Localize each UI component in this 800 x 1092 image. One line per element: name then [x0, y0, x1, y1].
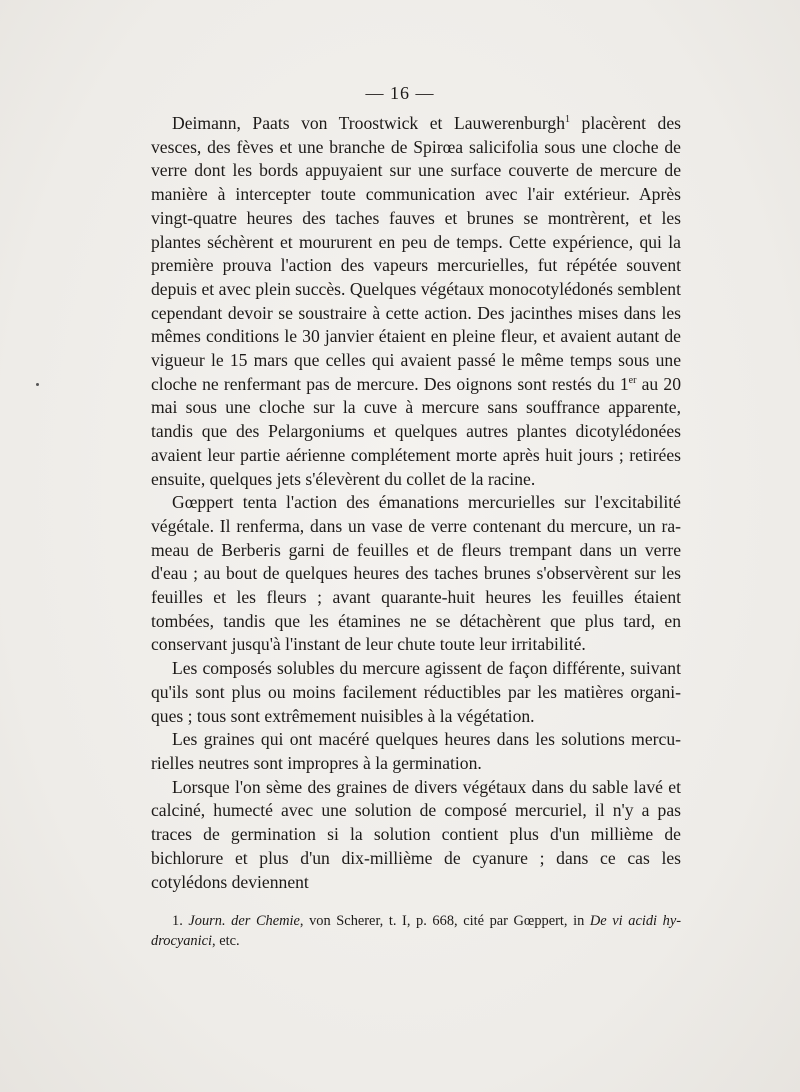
footnote-end: , etc. — [212, 933, 240, 949]
paragraph-3: Les composés solubles du mercure agissent de façon différente, suivant qu'ils sont plus ou moins facilement réductibles par les matières organiques ; tous sont extrêmement nuisibles à la végétation. — [151, 658, 681, 726]
paragraph-1-middle: placèrent des vesces, des fèves et une branche de Spirœa salicifolia sous une cloche de verre dont les bords appuyaient sur une surface couverte de mercure de manière à intercepter toute communication avec l'air extérieur. Après vingt-quatre heures des taches fauves et brunes se montrèrent, et les plantes séchèrent et moururent en peu de temps. Cette expérience, qui la première prouva l'action des vapeurs mercurielles, fut répétée souvent depuis et avec plein succès. Quelques végétaux monocotylédonés semblent cependant devoir se soustraire à cette action. Des jacinthes mises dans les mêmes conditions le 30 janvier étaient en pleine fleur, et avaient autant de vigueur le 15 mars que celles qui avaient passé le même temps sous une cloche ne renfermant pas de mercure. Des oignons sont restés du 1 — [151, 113, 681, 394]
ordinal-suffix: er — [628, 374, 637, 386]
margin-speck — [36, 383, 39, 386]
paragraph-2: Gœppert tenta l'action des émanations mercurielles sur l'excitabilité végétale. Il renferma, dans un vase de verre contenant du mercure, un rameau de Berberis garni de feuilles et de fleurs trempant dans un verre d'eau ; au bout de quelques heures des taches brunes s'observèrent sur les feuilles et les fleurs ; avant quarante-huit heures les feuilles étaient tombées, tandis que les étamines ne se détachèrent que plus tard, en conservant jusqu'à l'instant de leur chute toute leur irritabilité. — [151, 492, 681, 655]
footnote-journal: Journ. der Chemie — [188, 913, 300, 929]
paragraph-1 — [151, 112, 681, 491]
footnote-reference: 1 — [565, 114, 571, 125]
footnote-citation: , von Scherer, t. I, p. 668, cité par Gœppert, in — [299, 913, 590, 929]
body-text — [151, 112, 681, 894]
paragraph-1-start: Deimann, Paats von Troostwick et Lauwerenburgh — [172, 113, 566, 133]
footnote — [151, 911, 681, 951]
paragraph-1-end: au 20 mai sous une cloche sur la cuve à mercure sans souffrance apparente, tandis que des Pelargoniums et quelques autres plantes dicotylédonées avaient leur partie aérienne complétement morte après huit jours ; retirées ensuite, quelques jets s'élevèrent du collet de la racine. — [151, 373, 682, 489]
paragraph-4: Les graines qui ont macéré quelques heures dans les solutions mercurielles neutres sont impropres à la germination. — [151, 729, 681, 773]
paragraph-5: Lorsque l'on sème des graines de divers végétaux dans du sable lavé et calciné, humecté avec une solution de composé mercuriel, il n'y a pas traces de germination si la solution contient plus d'un millième de bichlorure et plus d'un dix-millième de cyanure ; dans ce cas les cotylédons deviennent — [151, 776, 681, 892]
footnote-number: 1. — [172, 913, 183, 929]
page-number: — 16 — — [365, 83, 435, 103]
footnote-title: De vi acidi hydrocyanici — [151, 913, 681, 949]
